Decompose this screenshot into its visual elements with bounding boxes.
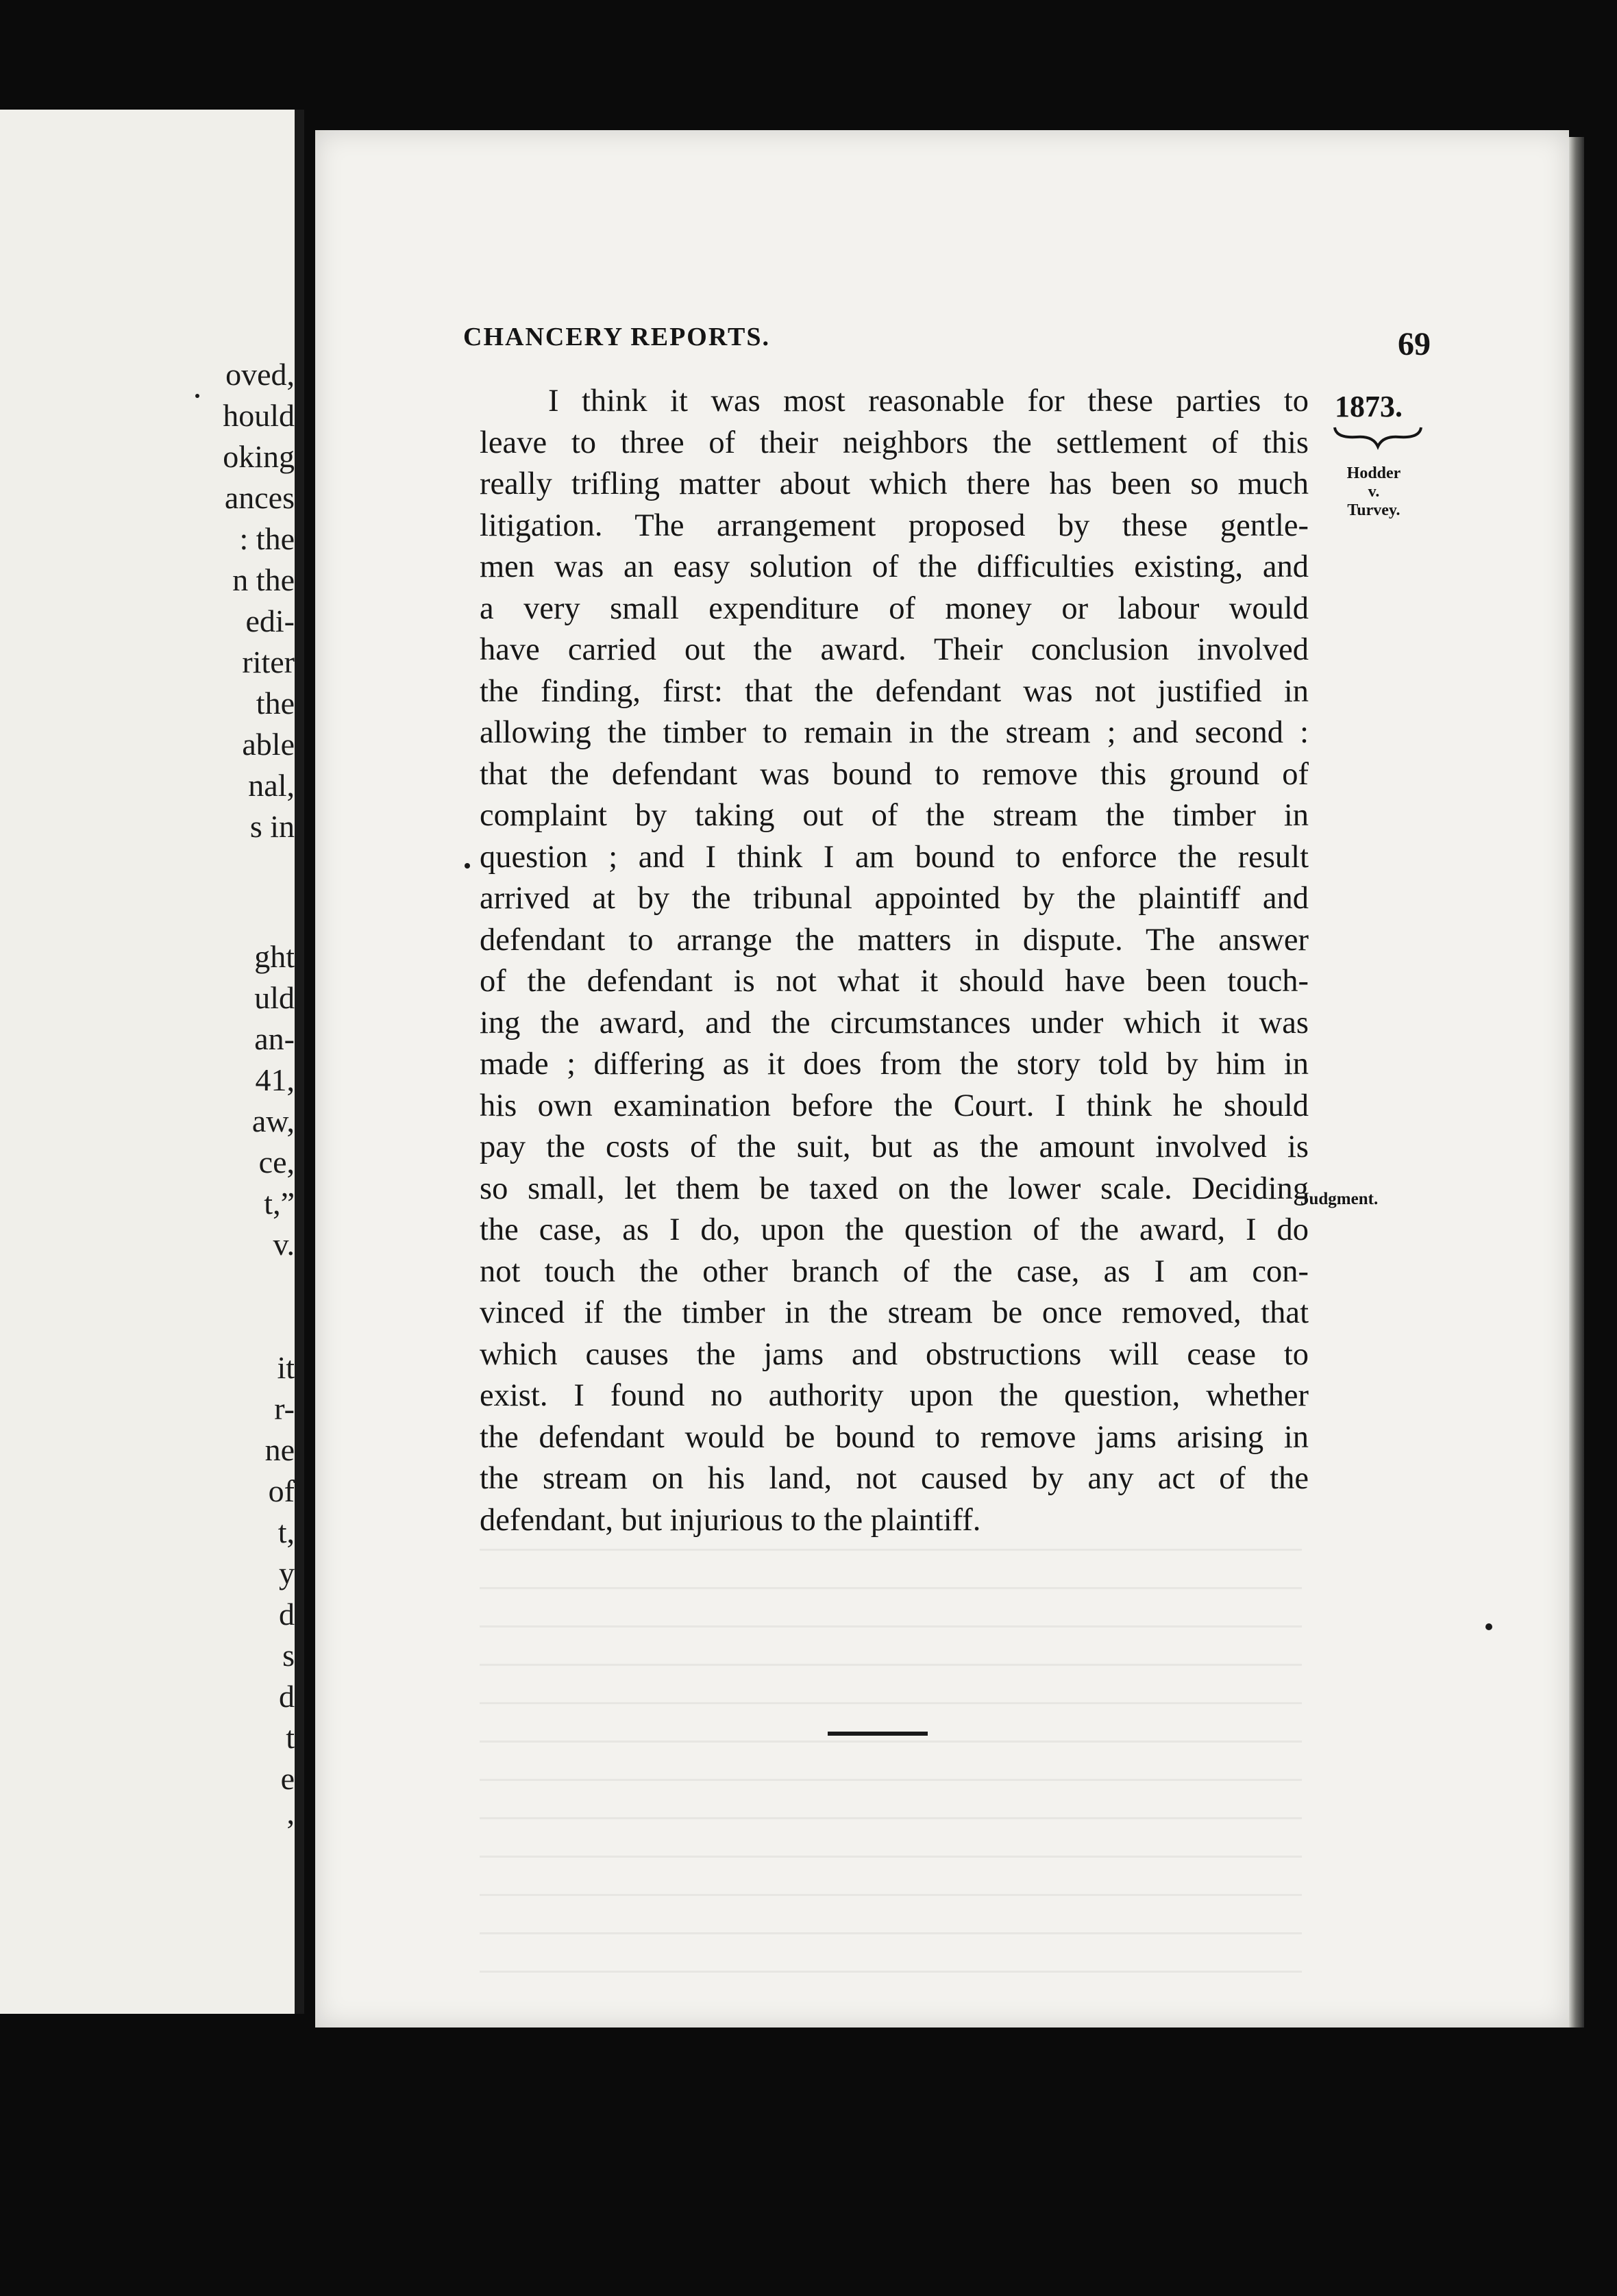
left-page-fragment: aw, (251, 1103, 295, 1138)
left-page-fragment: ne (264, 1432, 295, 1467)
text-line: made ; differing as it does from the story told by him in (480, 1047, 1309, 1082)
left-page-fragment: nal, (248, 768, 295, 803)
running-head: CHANCERY REPORTS. (463, 323, 770, 351)
text-line: leave to three of their neighbors the settlement of this (480, 425, 1309, 460)
text-line: of the defendant is not what it should have been touch- (480, 964, 1309, 999)
text-line: arrived at by the tribunal appointed by the plaintiff and (480, 881, 1309, 916)
left-page-fragment: t (286, 1720, 295, 1755)
left-page-fragment: d (279, 1597, 295, 1632)
left-page-fragment: t,” (264, 1186, 295, 1221)
left-page-fragment: ght (254, 939, 295, 974)
left-page-fragment: t, (277, 1514, 295, 1549)
text-line: defendant, but injurious to the plaintiff. (480, 1502, 981, 1538)
left-page-fragment: d (279, 1679, 295, 1714)
dust-speck (195, 394, 199, 398)
margin-year: 1873. (1335, 390, 1403, 423)
dust-speck (1485, 1623, 1492, 1630)
left-page-fragment: y (279, 1556, 295, 1590)
judgment-text (480, 381, 1309, 1541)
text-line: exist. I found no authority upon the question, whether (480, 1378, 1309, 1413)
text-line: vinced if the timber in the stream be once removed, that (480, 1295, 1309, 1330)
dust-speck (465, 863, 470, 869)
left-page-fragment: 41, (255, 1062, 295, 1097)
text-line: question ; and I think I am bound to enforce the result (480, 839, 1309, 875)
left-page-fragment: s in (249, 809, 295, 844)
text-line: his own examination before the Court. I think he should (480, 1088, 1309, 1123)
bleed-through-text (480, 1534, 1302, 1973)
text-line: the finding, first: that the defendant was not justified in (480, 673, 1309, 709)
left-page-fragment: ce, (258, 1145, 295, 1180)
left-page-fragment: ances (224, 480, 295, 515)
left-page-fragment: e (280, 1761, 295, 1796)
case-name-plaintiff: Hodder (1346, 464, 1401, 482)
left-page-fragment: s (282, 1638, 295, 1673)
brace-icon (1333, 423, 1422, 451)
left-page-fragment: oved, (225, 357, 295, 392)
left-page-fragment: n the (232, 562, 295, 597)
left-page-fragment: an- (254, 1021, 295, 1056)
text-line: litigation. The arrangement proposed by these gentle- (480, 508, 1309, 543)
text-line: a very small expenditure of money or labour would (480, 590, 1309, 626)
left-page-fragment: it (277, 1350, 295, 1385)
left-page-fragment: edi- (245, 603, 295, 638)
left-page-fragment: of (268, 1473, 295, 1508)
text-line: ing the award, and the circumstances under which it was (480, 1005, 1309, 1040)
text-line: have carried out the award. Their conclusion involved (480, 632, 1309, 667)
text-line: really trifling matter about which there has been so much (480, 466, 1309, 501)
judgment-sidenote: Judgment. (1300, 1190, 1379, 1208)
left-page-fragment: hould (223, 398, 295, 433)
text-line: allowing the timber to remain in the stream ; and second : (480, 715, 1309, 750)
text-line: pay the costs of the suit, but as the amount involved is (480, 1130, 1309, 1164)
text-line: the defendant would be bound to remove jams arising in (480, 1419, 1309, 1455)
left-page-fragment: able (242, 727, 295, 762)
left-page-fragment: , (286, 1795, 295, 1830)
text-line: that the defendant was bound to remove this ground of (480, 756, 1309, 792)
left-page-fragment: v. (273, 1227, 295, 1262)
text-line: so small, let them be taxed on the lower scale. Deciding (480, 1171, 1309, 1206)
page-number: 69 (1398, 326, 1431, 362)
case-name-versus: v. (1368, 483, 1380, 501)
left-page (0, 110, 304, 2014)
text-line: men was an easy solution of the difficulties existing, and (480, 549, 1309, 584)
text-line: I think it was most reasonable for these parties to (548, 384, 1309, 419)
left-page-fragment: riter (242, 645, 295, 679)
left-page-fragment: r- (274, 1391, 295, 1426)
text-line: the stream on his land, not caused by any act of the (480, 1461, 1309, 1496)
text-line: not touch the other branch of the case, as I am con- (480, 1253, 1309, 1289)
text-line: complaint by taking out of the stream the timber in (480, 798, 1309, 833)
case-name-sidenote (1329, 464, 1418, 520)
text-line: defendant to arrange the matters in dispute. The answer (480, 922, 1309, 958)
page-edge (1569, 137, 1584, 2027)
end-rule (828, 1732, 928, 1736)
text-line: which causes the jams and obstructions will cease to (480, 1336, 1309, 1372)
left-page-fragment: : the (239, 521, 295, 556)
case-name-defendant: Turvey. (1347, 501, 1400, 519)
left-page-fragment: the (256, 686, 295, 721)
left-page-fragment: oking (223, 439, 295, 474)
left-page-fragment: uld (254, 980, 295, 1015)
text-line: the case, as I do, upon the question of the award, I do (480, 1212, 1309, 1247)
